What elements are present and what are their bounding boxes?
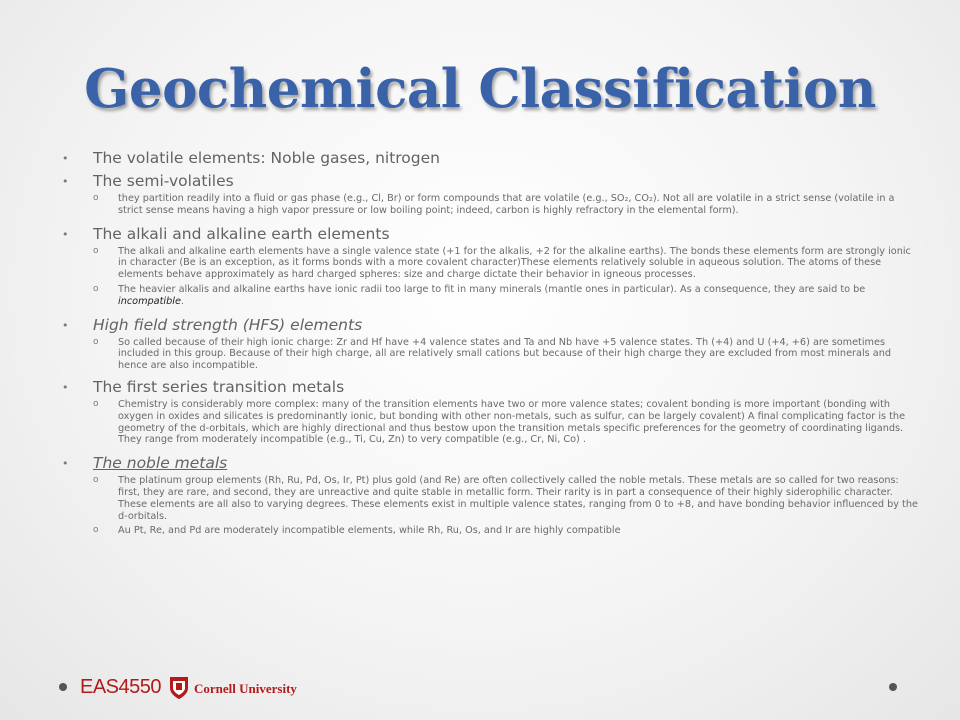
- sub-bullet-text: Au Pt, Re, and Pd are moderately incompatible elements, while Rh, Ru, Os, and Ir are highly compatible: [118, 525, 621, 537]
- sub-bullet: [62, 337, 918, 372]
- sub-bullet-marker: o: [93, 245, 99, 256]
- bullet-text: The alkali and alkaline earth elements: [93, 224, 390, 243]
- bullet-text: The volatile elements: Noble gases, nitrogen: [93, 149, 440, 167]
- university-name: Cornell University: [194, 681, 297, 696]
- bullet-text: High field strength (HFS) elements: [93, 315, 363, 334]
- sub-bullet-marker: o: [93, 283, 99, 294]
- bullet-dot: •: [62, 318, 69, 332]
- bullet-list: [62, 145, 918, 540]
- bullet-semi-volatiles: [62, 172, 918, 191]
- sub-bullet: [62, 284, 918, 308]
- bullet-dot: •: [62, 175, 69, 188]
- sub-bullet: [62, 525, 918, 537]
- bullet-transition-metals: [62, 378, 918, 397]
- course-code: EAS4550: [80, 676, 162, 698]
- sub-bullet-text: The heavier alkalis and alkaline earths have ionic radii too large to fit in many minerals (mantle ones in particular). As a consequence, they are said to be: [118, 283, 866, 295]
- bullet-dot: •: [62, 227, 69, 241]
- bullet-alkali: [62, 225, 918, 244]
- bullet-text: The semi-volatiles: [93, 172, 234, 190]
- sub-bullet-marker: o: [93, 193, 99, 203]
- sub-bullet-text: Chemistry is considerably more complex: many of the transition elements have two or more valence states; covalent bonding is more important (bonding with oxygen in oxides and silicates is predominantly ionic, but bonding with other non-metals, such as sulfur, can be largely covalent) A final complicating factor is the geometry of the d-orbitals, which are highly directional and thus bestow upon the transition metals specific preferences for the geometry of coordinating ligands. They range from moderately incompatible (e.g., Ti, Cu, Zn) to very compatible (e.g., Cr, Ni, Co) .: [118, 398, 906, 446]
- sub-bullet: [62, 475, 918, 522]
- sub-bullet-marker: o: [93, 336, 99, 347]
- sub-bullet-text: The alkali and alkaline earth elements have a single valence state (+1 for the alkalis, +2 for the alkaline earths). The bonds these elements form are strongly ionic in character (Be is an exception, as it forms bonds with a more covalent character)These elements relatively soluble in aqueous solution. The atoms of these elements behave approximately as hard charged spheres: size and charge dictate their behavior in igneous processes.: [118, 245, 911, 281]
- noble-metals-link[interactable]: The noble metals: [93, 454, 228, 473]
- bullet-dot: •: [62, 457, 69, 471]
- footer-dot-right: [889, 683, 897, 691]
- bullet-text: The first series transition metals: [93, 377, 345, 396]
- cornell-seal-icon: [168, 675, 190, 701]
- sub-bullet-tail: .: [180, 295, 184, 307]
- bullet-noble-metals[interactable]: [62, 454, 918, 473]
- emphasis-text: incompatible: [118, 295, 181, 307]
- sub-bullet-marker: o: [93, 475, 99, 486]
- sub-bullet-marker: o: [93, 398, 99, 409]
- sub-bullet: [62, 246, 918, 281]
- slide-title: Geochemical Classification: [84, 58, 876, 120]
- sub-bullet-text: So called because of their high ionic charge: Zr and Hf have +4 valence states and Ta and Nb have +5 valence states. Th (+4) and U (+4, +6) are sometimes included in this group. Because of their high charge, all are relatively small cations but because of their high charge they are excluded from most minerals and hence are also incompatible.: [118, 336, 891, 372]
- sub-bullet-text: The platinum group elements (Rh, Ru, Pd, Os, Ir, Pt) plus gold (and Re) are often collectively called the noble metals. These metals are so called for two reasons: first, they are rare, and second, they are unreactive and quite stable in metallic form. Their rarity is in part a consequence of their highly siderophilic character. These elements are all also to varying degrees. These elements exist in multiple valence states, ranging from 0 to +8, and have bonding behavior influenced by the d-orbitals.: [118, 475, 918, 522]
- sub-bullet-marker: o: [93, 525, 99, 536]
- sub-bullet: [62, 399, 918, 446]
- bullet-volatile: [62, 149, 918, 168]
- sub-bullet: [62, 193, 918, 217]
- bullet-dot: •: [62, 152, 69, 165]
- bullet-dot: •: [62, 380, 69, 394]
- bullet-hfs: [62, 316, 918, 335]
- footer-dot-left: [59, 683, 67, 691]
- sub-bullet-text: they partition readily into a fluid or gas phase (e.g., Cl, Br) or form compounds that are volatile (e.g., SO₂, CO₂). Not all are volatile in a strict sense (volatile in a strict sense means having a high vapor pressure or low boiling point; indeed, carbon is highly refractory in the elemental form).: [118, 193, 895, 216]
